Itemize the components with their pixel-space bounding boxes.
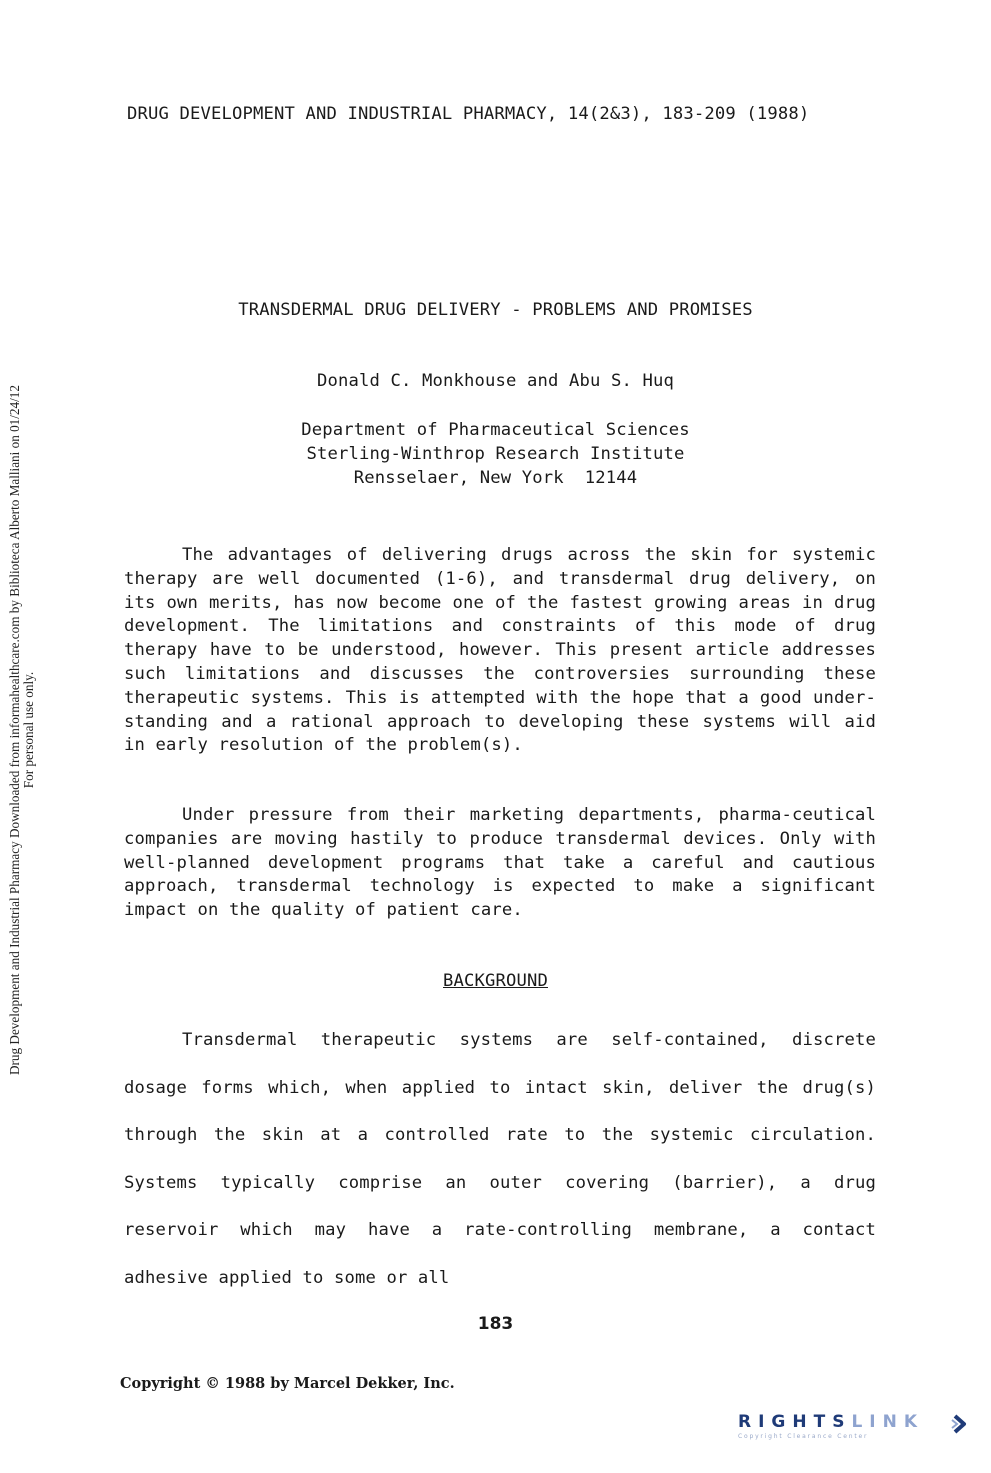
rightslink-wordmark: RIGHTSLINK (738, 1412, 924, 1432)
abstract-paragraph-1 (124, 544, 876, 758)
background-paragraph-text: Transdermal therapeutic systems are self-contained, discrete dosage forms which, when applied to intact skin, deliver the drug(s) through the skin at a controlled rate to the systemic circulation. Systems typically comprise an outer covering (barrier), a drug reservoir which may have a rate-controlling membrane, a contact adhesive applied to some or all (124, 1030, 876, 1288)
rightslink-arrow-icon (949, 1413, 971, 1440)
background-paragraph (124, 1017, 876, 1303)
affiliation-line: Department of Pharmaceutical Sciences (301, 420, 690, 440)
affiliation-line: Sterling-Winthrop Research Institute (306, 444, 685, 464)
journal-citation: DRUG DEVELOPMENT AND INDUSTRIAL PHARMACY, 14(2&3), 183-209 (1988) (127, 104, 810, 124)
affiliation-line: Rensselaer, New York 12144 (353, 468, 638, 488)
page-number: 183 (477, 1314, 514, 1334)
copyright-notice: Copyright © 1988 by Marcel Dekker, Inc. (120, 1375, 455, 1392)
watermark-line-1: Drug Development and Industrial Pharmacy Downloaded from informahealthcare.com by Biblioteca Alberto Malliani on 01/24/12 (7, 385, 22, 1075)
abstract-paragraph-1-text: The advantages of delivering drugs across the skin for systemic therapy are well documented (1-6), and transdermal drug delivery, on its own merits, has now become one of the fastest growing areas in drug development. The limitations and constraints of this mode of drug therapy have to be understood, however. This present article addresses such limitations and discusses the controversies surrounding these therapeutic systems. This is attempted with the hope that a good under-standing and a rational approach to developing these systems will aid in early resolution of the problem(s). (124, 545, 876, 756)
download-watermark (8, 290, 36, 1170)
abstract-paragraph-2 (124, 804, 876, 923)
abstract-paragraph-2-text: Under pressure from their marketing departments, pharma-ceutical companies are moving hastily to produce transdermal devices. Only with well-planned development programs that take a careful and cautious approach, transdermal technology is expected to make a significant impact on the quality of patient care. (124, 805, 876, 921)
section-heading: BACKGROUND (443, 971, 548, 991)
watermark-line-2: For personal use only. (21, 671, 36, 789)
rightslink-logo[interactable] (738, 1412, 973, 1446)
article-authors: Donald C. Monkhouse and Abu S. Huq (317, 371, 674, 391)
article-title: TRANSDERMAL DRUG DELIVERY - PROBLEMS AND PROMISES (238, 300, 753, 320)
rightslink-subtitle: Copyright Clearance Center (738, 1433, 869, 1440)
author-affiliation (0, 418, 991, 490)
